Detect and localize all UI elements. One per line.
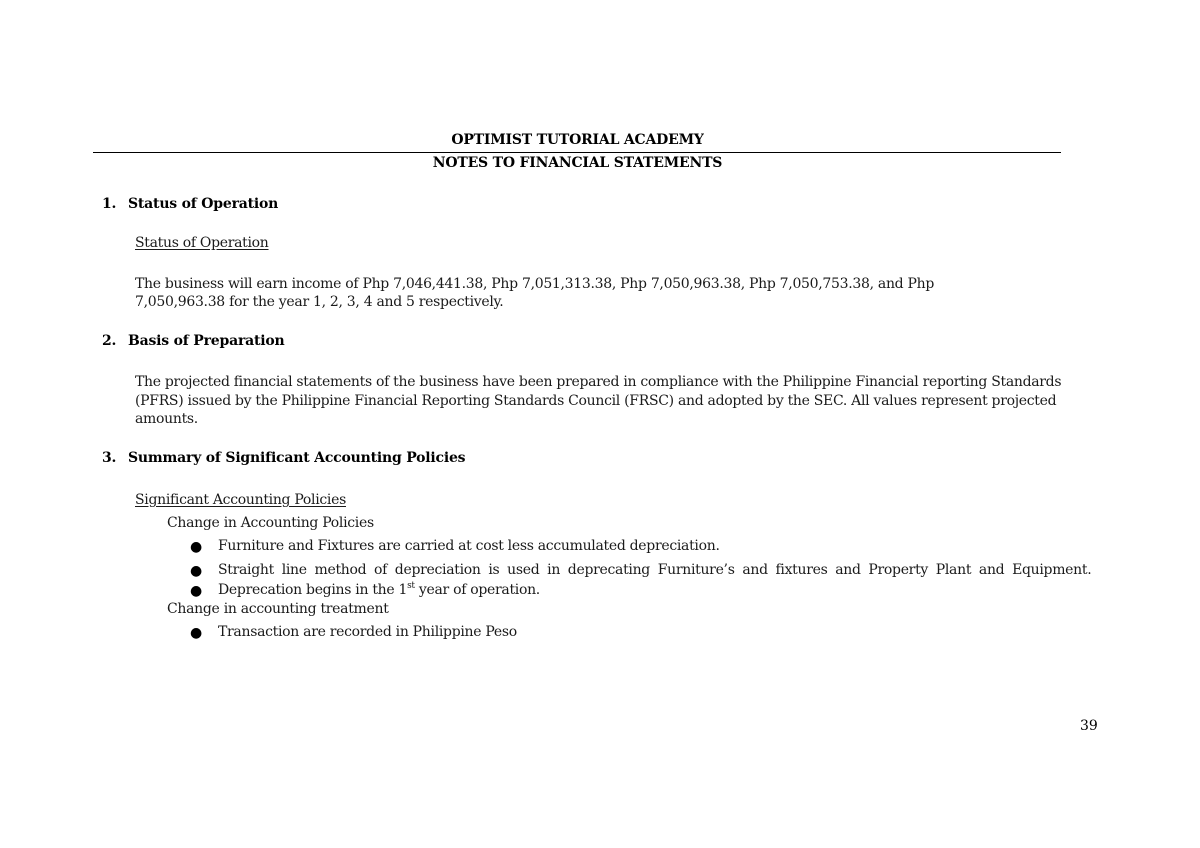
treatment-group-label: Change in accounting treatment	[167, 601, 389, 617]
ordinal-superscript: st	[407, 581, 415, 591]
section-2-text-line-3: amounts.	[135, 411, 198, 427]
section-2-title: Basis of Preparation	[128, 333, 285, 349]
section-2-heading	[102, 333, 285, 349]
policy-bullet-text	[218, 582, 540, 598]
section-1-heading	[102, 196, 278, 212]
section-1-title: Status of Operation	[128, 196, 279, 212]
section-2-text-line-1: The projected financial statements of the business have been prepared in compliance with the Philippine Financial reporting Standards	[135, 374, 1062, 390]
document-title: NOTES TO FINANCIAL STATEMENTS	[432, 155, 723, 171]
policy-group-label: Change in Accounting Policies	[167, 515, 374, 531]
bullet-icon: ●	[190, 539, 203, 555]
policy-bullet-text: Furniture and Fixtures are carried at cost less accumulated depreciation.	[218, 538, 720, 554]
section-1-subheading: Status of Operation	[135, 235, 269, 251]
bullet-text-part: Deprecation begins in the 1	[218, 582, 408, 598]
page-number: 39	[1080, 718, 1098, 734]
section-2-number: 2.	[102, 333, 117, 349]
section-3-title: Summary of Significant Accounting Policies	[128, 450, 466, 466]
section-1-text-line-1: The business will earn income of Php 7,046,441.38, Php 7,051,313.38, Php 7,050,963.38, Php 7,050,753.38, and Php	[135, 276, 934, 292]
header-divider	[93, 152, 1061, 153]
bullet-icon: ●	[190, 583, 203, 599]
section-1-number: 1.	[102, 196, 117, 212]
section-3-heading	[102, 450, 465, 466]
section-3-number: 3.	[102, 450, 117, 466]
bullet-text-part: year of operation.	[414, 582, 540, 598]
treatment-bullet-text: Transaction are recorded in Philippine Peso	[218, 624, 517, 640]
company-name: OPTIMIST TUTORIAL ACADEMY	[451, 132, 704, 148]
section-3-subheading: Significant Accounting Policies	[135, 492, 346, 508]
policy-bullet-text: Straight line method of depreciation is used in deprecating Furniture’s and fixtures and Property Plant and Equipment.	[218, 562, 1092, 578]
section-2-text-line-2: (PFRS) issued by the Philippine Financial Reporting Standards Council (FRSC) and adopted by the SEC. All values represent projected	[135, 393, 1057, 409]
bullet-icon: ●	[190, 625, 203, 641]
bullet-icon: ●	[190, 563, 203, 579]
section-1-text-line-2: 7,050,963.38 for the year 1, 2, 3, 4 and 5 respectively.	[135, 294, 504, 310]
